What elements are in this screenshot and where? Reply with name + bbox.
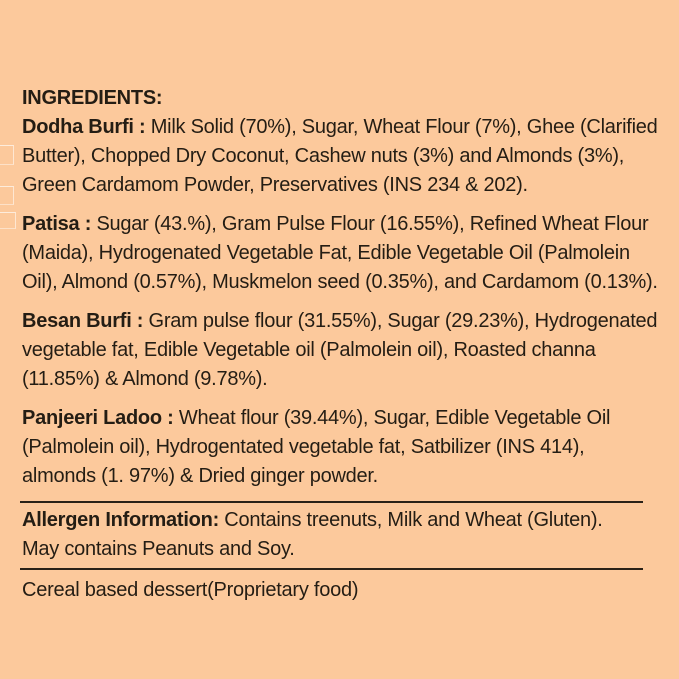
section-line [22, 404, 675, 433]
section-patisa [22, 210, 675, 297]
section-title: Dodha Burfi : [22, 116, 146, 138]
section-dodha-burfi [22, 113, 675, 200]
section-text: vegetable fat, Edible Vegetable oil (Palmolein oil), Roasted channa [22, 339, 596, 361]
allergen-text: Contains treenuts, Milk and Wheat (Gluten). [218, 509, 603, 531]
section-text: Milk Solid (70%), Sugar, Wheat Flour (7%), Ghee (Clarified [145, 116, 658, 138]
section-title: Besan Burfi : [22, 310, 144, 332]
section-text: (Palmolein oil), Hydrogentated vegetable fat, Satbilizer (INS 414), [22, 436, 585, 458]
section-title: Panjeeri Ladoo : [22, 407, 174, 429]
allergen-title: Allergen Information: [22, 509, 219, 531]
section-text: Butter), Chopped Dry Coconut, Cashew nuts (3%) and Almonds (3%), [22, 145, 625, 167]
section-line [22, 113, 675, 142]
divider-line [20, 501, 643, 503]
paper-scuff-mark [0, 186, 14, 205]
allergen-information [22, 506, 675, 564]
section-panjeeri-ladoo [22, 404, 675, 491]
section-besan-burfi [22, 307, 675, 394]
section-line [22, 307, 675, 336]
section-text: Sugar (43.%), Gram Pulse Flour (16.55%), Refined Wheat Flour [91, 213, 649, 235]
section-text: Gram pulse flour (31.55%), Sugar (29.23%), Hydrogenated [143, 310, 658, 332]
paper-scuff-mark [0, 145, 14, 165]
section-text: (11.85%) & Almond (9.78%). [22, 368, 268, 390]
divider-line [20, 568, 643, 570]
section-text: Green Cardamom Powder, Preservatives (INS 234 & 202). [22, 174, 528, 196]
ingredients-heading: INGREDIENTS: [22, 87, 163, 109]
allergen-text: May contains Peanuts and Soy. [22, 538, 295, 560]
product-category-text: Cereal based dessert(Proprietary food) [22, 579, 359, 601]
section-text: (Maida), Hydrogenated Vegetable Fat, Edible Vegetable Oil (Palmolein [22, 242, 630, 264]
section-line [22, 210, 675, 239]
paper-scuff-mark [0, 212, 16, 229]
section-text: Wheat flour (39.44%), Sugar, Edible Vegetable Oil [173, 407, 611, 429]
label-text-block [22, 84, 675, 605]
section-text: Oil), Almond (0.57%), Muskmelon seed (0.35%), and Cardamom (0.13%). [22, 271, 658, 293]
section-text: almonds (1. 97%) & Dried ginger powder. [22, 465, 378, 487]
section-title: Patisa : [22, 213, 92, 235]
allergen-line [22, 506, 675, 535]
